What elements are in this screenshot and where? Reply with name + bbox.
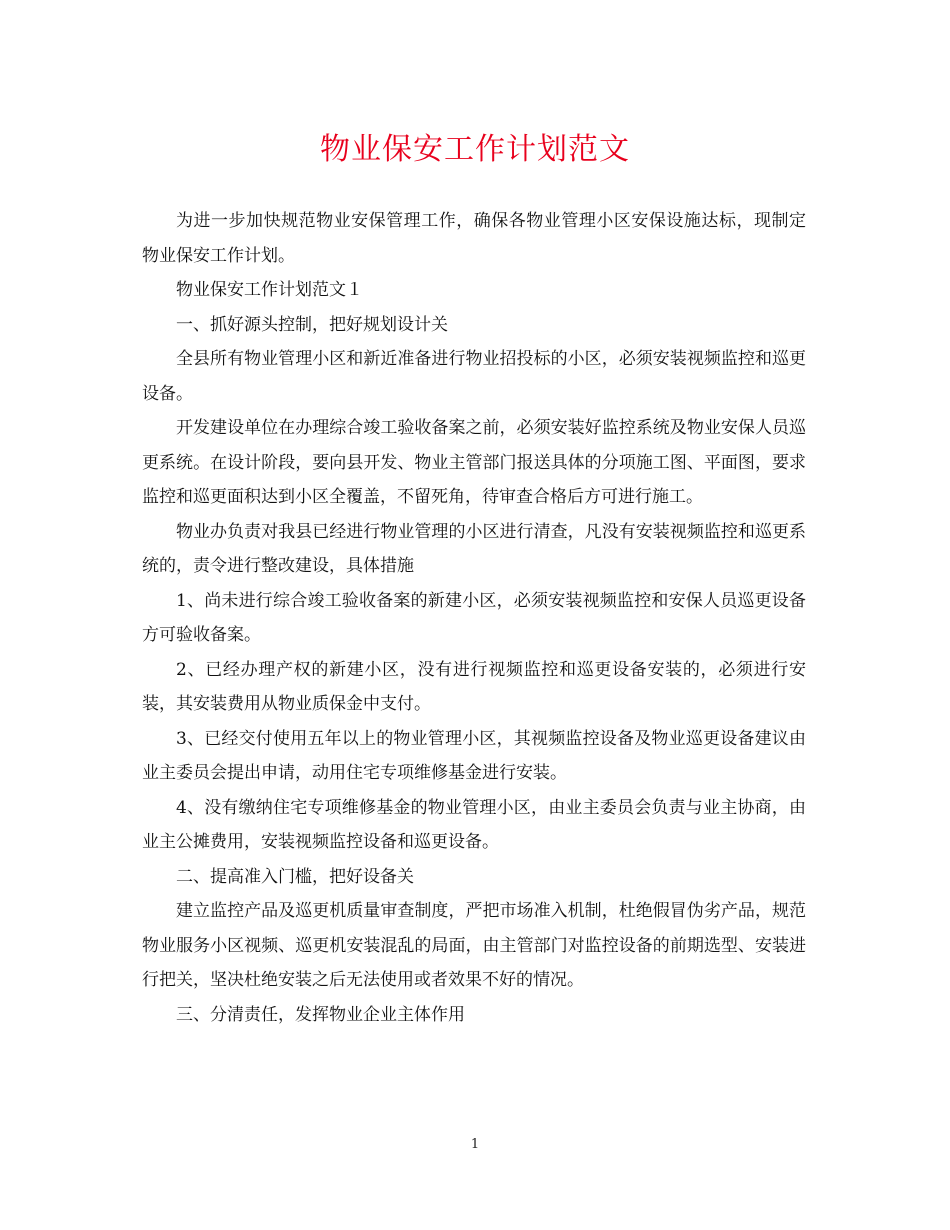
list-item: 1、尚未进行综合竣工验收备案的新建小区，必须安装视频监控和安保人员巡更设备方可验收备案。 [142, 590, 806, 645]
paragraph: 全县所有物业管理小区和新近准备进行物业招投标的小区，必须安装视频监控和巡更设备。 [142, 349, 806, 404]
paragraph: 开发建设单位在办理综合竣工验收备案之前，必须安装好监控系统及物业安保人员巡更系统。在设计阶段，要向县开发、物业主管部门报送具体的分项施工图、平面图，要求监控和巡更面积达到小区全覆盖，不留死角，待审查合格后方可进行施工。 [142, 418, 806, 507]
paragraph: 物业办负责对我县已经进行物业管理的小区进行清查，凡没有安装视频监控和巡更系统的，责令进行整改建设，具体措施 [142, 521, 806, 576]
paragraph: 建立监控产品及巡更机质量审查制度，严把市场准入机制，杜绝假冒伪劣产品，规范物业服务小区视频、巡更机安装混乱的局面，由主管部门对监控设备的前期选型、安装进行把关，坚决杜绝安装之后无法使用或者效果不好的情况。 [142, 901, 806, 990]
paragraph-intro: 为进一步加快规范物业安保管理工作，确保各物业管理小区安保设施达标，现制定 物业保安工作计划。 [142, 211, 823, 266]
document-title: 物业保安工作计划范文 [320, 132, 630, 167]
list-item: 3、已经交付使用五年以上的物业管理小区，其视频监控设备及物业巡更设备建议由业主委员会提出申请，动用住宅专项维修基金进行安装。 [142, 728, 806, 783]
page-number: 1 [470, 1137, 480, 1152]
section-heading-2: 二、提高准入门槛，把好设备关 [176, 866, 414, 887]
section-heading-3: 三、分清责任，发挥物业企业主体作用 [176, 1004, 465, 1025]
document-body [142, 204, 823, 1032]
list-item: 2、已经办理产权的新建小区，没有进行视频监控和巡更设备安装的，必须进行安装，其安装费用从物业质保金中支付。 [142, 659, 806, 714]
list-item: 4、没有缴纳住宅专项维修基金的物业管理小区，由业主委员会负责与业主协商，由业主公摊费用，安装视频监控设备和巡更设备。 [142, 797, 806, 852]
paragraph-subtitle: 物业保安工作计划范文１ [176, 280, 363, 300]
section-heading-1: 一、抓好源头控制，把好规划设计关 [176, 314, 448, 335]
